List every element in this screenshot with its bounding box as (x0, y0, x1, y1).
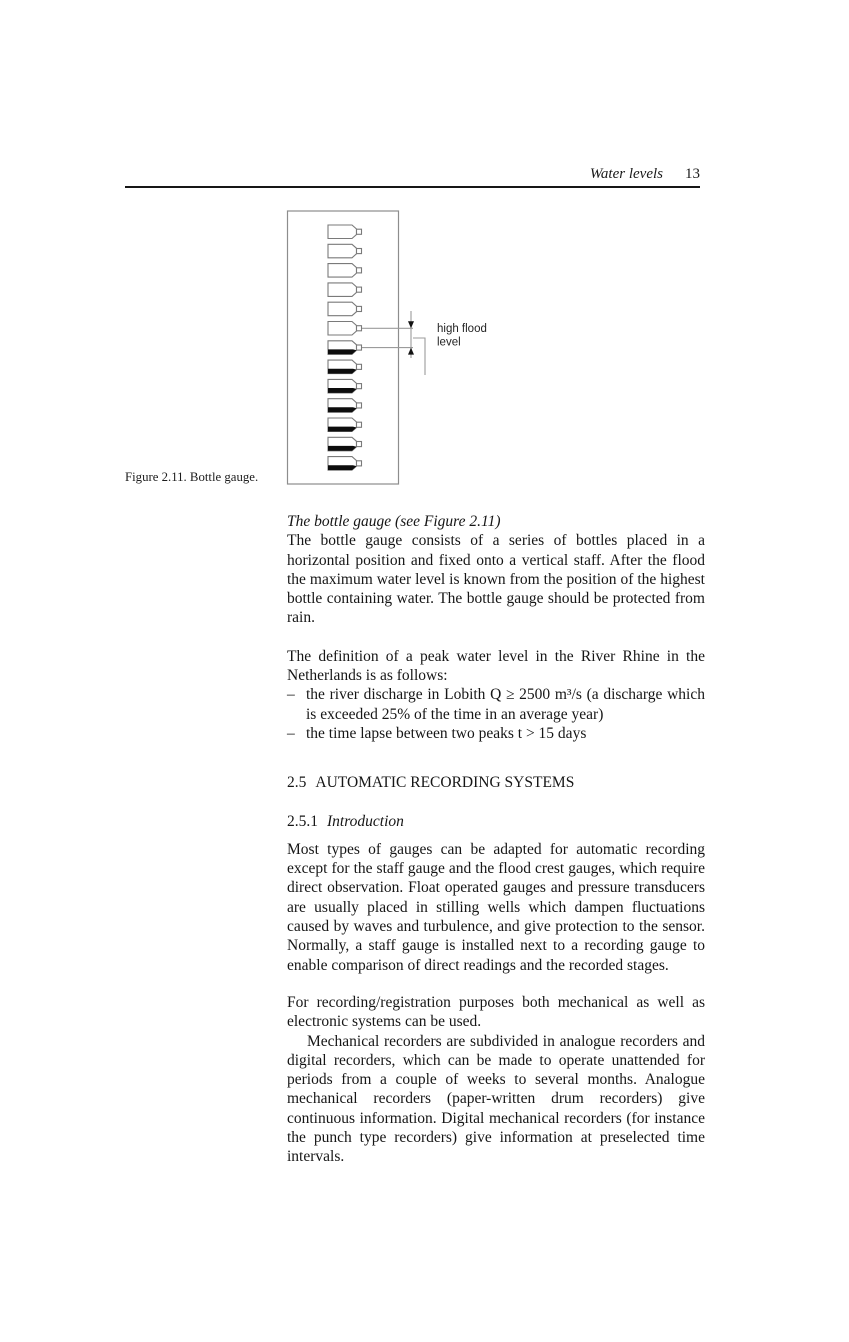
page-number: 13 (685, 166, 700, 182)
arrow-up-icon (408, 348, 414, 355)
paragraph-heading: The bottle gauge (see Figure 2.11) (287, 513, 501, 530)
paragraph-bottle-gauge: The bottle gauge consists of a series of bottles placed in a horizontal position and fixed onto a vertical staff. After the flood the maximum water level is known from the position of the highest bottle containing water. The bottle gauge should be protected from rain. (287, 532, 705, 627)
list-item-text: the river discharge in Lobith Q ≥ 2500 m³/s (a discharge which is exceeded 25% of the time in an average year) (306, 686, 705, 723)
body-text (287, 512, 705, 1167)
bottle-gauge-figure (280, 205, 500, 495)
arrow-down-icon (408, 321, 414, 328)
subsection-heading (287, 812, 705, 831)
paragraph-introduction: Most types of gauges can be adapted for automatic recording except for the staff gauge and the flood crest gauges, which require direct observation. Float operated gauges and pressure transducers are usually placed in stilling wells which dampen fluctuations caused by waves and turbulence, and give protection to the sensor. Normally, a staff gauge is installed next to a recording gauge to enable comparison of direct readings and the recorded stages. (287, 840, 705, 974)
section-title: AUTOMATIC RECORDING SYSTEMS (315, 774, 575, 792)
figure-caption: Figure 2.11. Bottle gauge. (125, 470, 259, 484)
running-head-title: Water levels (589, 166, 663, 182)
paragraph-mechanical: Mechanical recorders are subdivided in analogue recorders and digital recorders, which can be made to operate unattended for periods from a couple of weeks to several months. Analogue mechanical recorders (paper-written drum recorders) give continuous information. Digital mechanical recorders (for instance the punch type recorders) give information at preselected time intervals. (287, 1032, 705, 1166)
bullet-dash: – (287, 686, 295, 704)
annotation-label-line1: high flood (437, 323, 487, 335)
annotation-label-line2: level (437, 336, 461, 349)
list-item-text: the time lapse between two peaks t > 15 days (306, 724, 587, 742)
section-heading (287, 773, 705, 792)
paragraph-recording: For recording/registration purposes both mechanical as well as electronic systems can be used. (287, 993, 705, 1031)
header-rule (125, 186, 700, 188)
bullet-list (287, 685, 705, 743)
paragraph-definition-intro: The definition of a peak water level in the River Rhine in the Netherlands is as follows: (287, 647, 705, 685)
subsection-number: 2.5.1 (287, 812, 318, 830)
list-item (287, 724, 705, 743)
leader-line (413, 338, 425, 375)
subsection-title: Introduction (327, 812, 404, 830)
list-item (287, 685, 705, 724)
running-head (125, 166, 700, 183)
bullet-dash: – (287, 724, 295, 742)
section-number: 2.5 (287, 774, 307, 792)
